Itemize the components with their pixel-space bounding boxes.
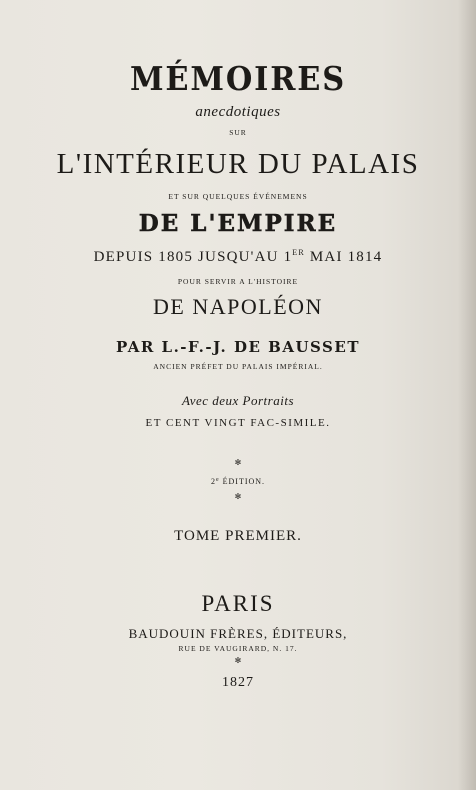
- date-range-a: DEPUIS 1805 JUSQU'AU 1: [93, 249, 293, 265]
- book-title: MÉMOIRES: [129, 59, 347, 98]
- empire-line: DE L'EMPIRE: [138, 210, 338, 237]
- author-line: PAR L.-F.-J. DE BAUSSET: [116, 338, 360, 356]
- napoleon-line: DE NAPOLÉON: [153, 294, 323, 319]
- year-line: 1827: [222, 675, 254, 690]
- address-line: RUE DE VAUGIRARD, N. 17.: [178, 644, 298, 653]
- servir-line: POUR SERVIR A L'HISTOIRE: [177, 277, 299, 286]
- sur-line: SUR: [229, 128, 247, 137]
- date-range-b: MAI 1814: [304, 249, 383, 265]
- edition-line: [0, 477, 476, 486]
- ornament-icon: ✻: [234, 656, 242, 665]
- date-range-line: [0, 249, 476, 265]
- events-line: ET SUR QUELQUES ÉVÉNEMENS: [168, 192, 308, 201]
- ornament-icon: ✻: [234, 492, 242, 501]
- author-title-line: ANCIEN PRÉFET DU PALAIS IMPÉRIAL.: [153, 362, 323, 371]
- portraits-line: Avec deux Portraits: [181, 393, 295, 408]
- city-line: PARIS: [201, 591, 275, 616]
- edition-number: 2: [210, 477, 216, 486]
- publisher-line: BAUDOUIN FRÈRES, ÉDITEURS,: [128, 626, 348, 641]
- edition-sup: e: [215, 477, 220, 483]
- ornament-icon: ✻: [234, 458, 242, 467]
- book-subtitle: anecdotiques: [195, 104, 281, 120]
- facsimile-line: ET CENT VINGT FAC-SIMILE.: [145, 417, 331, 429]
- interieur-line: L'INTÉRIEUR DU PALAIS: [56, 148, 420, 180]
- edition-text: ÉDITION.: [219, 477, 266, 486]
- tome-line: TOME PREMIER.: [174, 528, 302, 544]
- date-range-sup: ER: [292, 248, 305, 257]
